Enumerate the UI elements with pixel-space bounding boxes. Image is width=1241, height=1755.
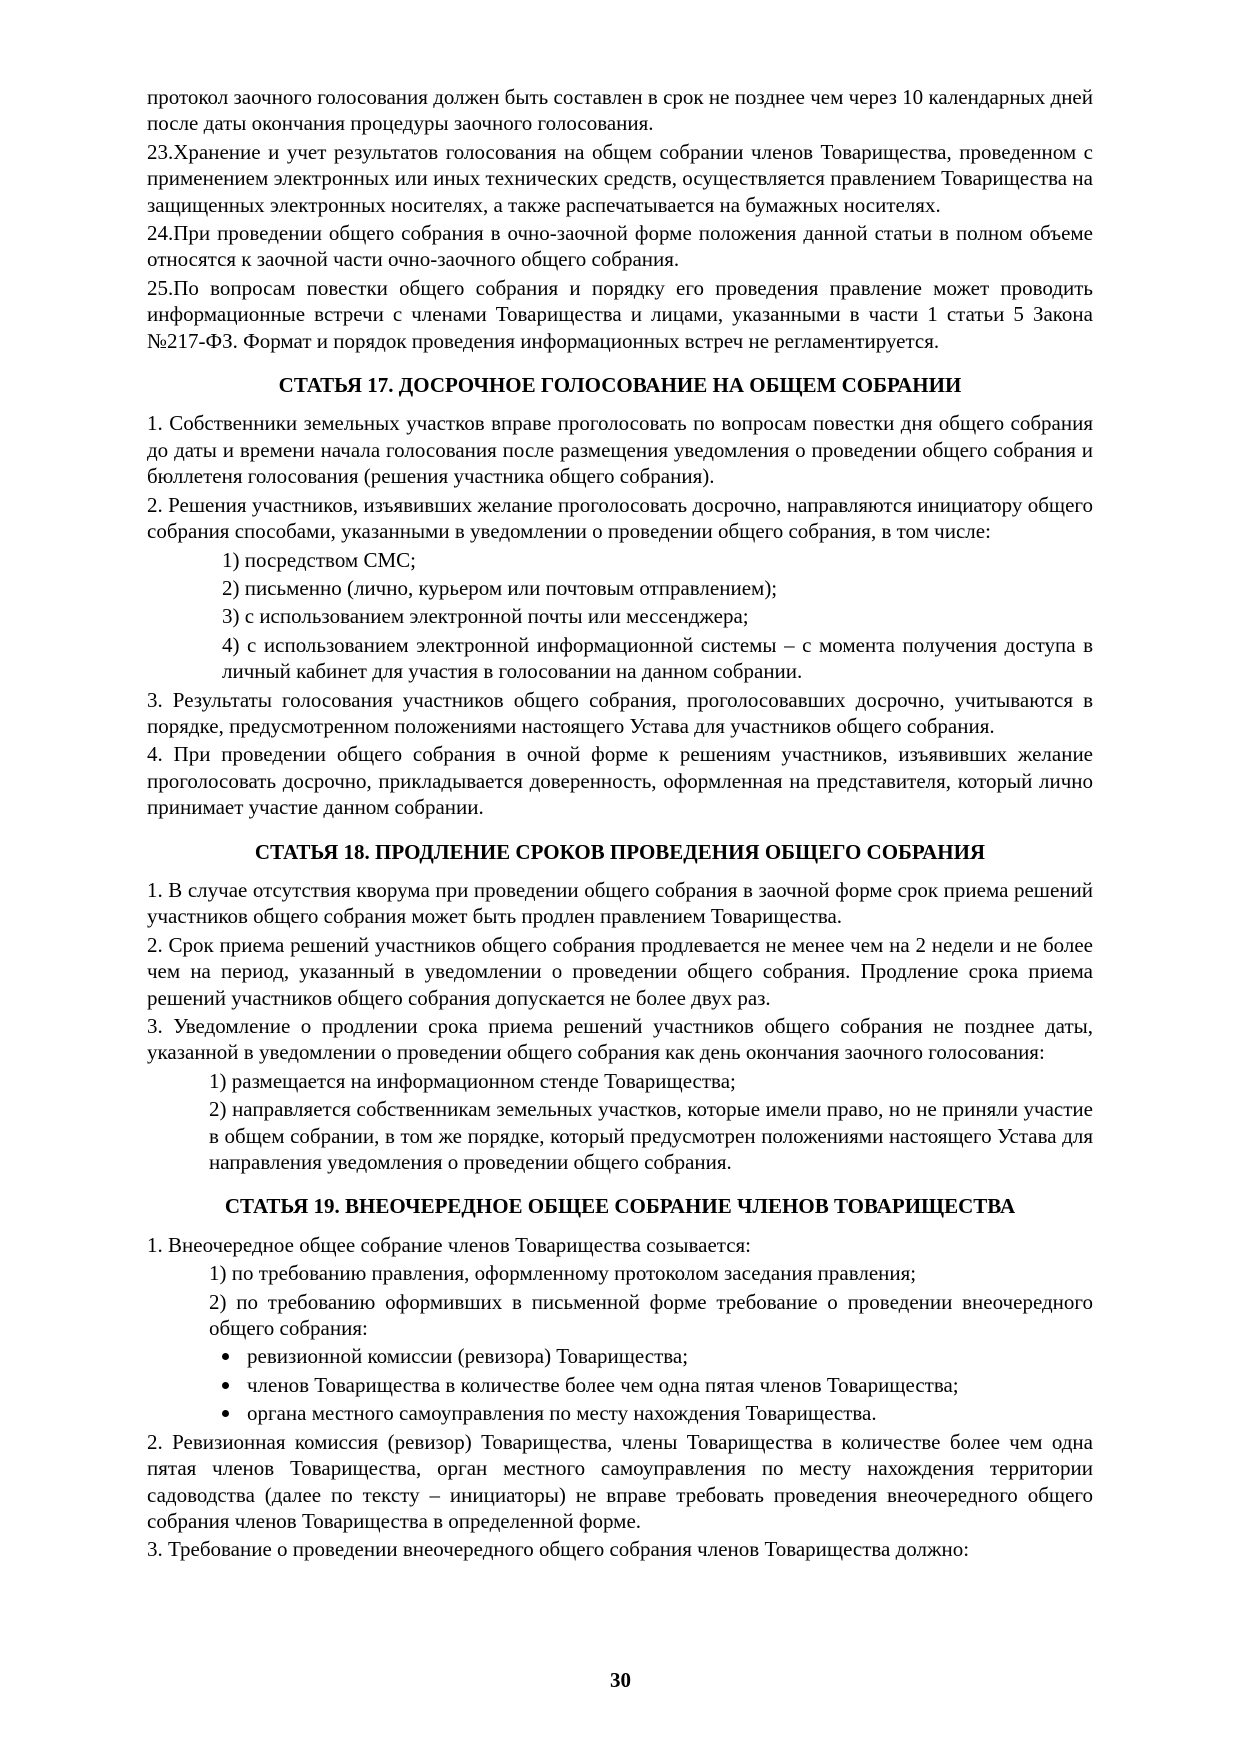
article-18-item-1: 1) размещается на информационном стенде Товарищества;: [209, 1068, 736, 1093]
article-17-method-2: 2) письменно (лично, курьером или почтовым отправлением);: [222, 575, 778, 600]
article-18-clause-3: 3. Уведомление о продлении срока приема решений участников общего собрания не позднее даты, указанной в уведомлении о проведении общего собрания как день окончания заочного голосования:: [147, 1014, 1093, 1065]
article-17-clause-3: 3. Результаты голосования участников общего собрания, проголосовавших досрочно, учитываются в порядке, предусмотренном положениями настоящего Устава для участников общего собрания.: [147, 687, 1093, 738]
page-number: 30: [610, 1668, 631, 1692]
article-19-item-1: 1) по требованию правления, оформленному протоколом заседания правления;: [209, 1261, 917, 1286]
article-17-clause-2: 2. Решения участников, изъявивших желание проголосовать досрочно, направляются инициатору общего собрания способами, указанными в уведомлении о проведении общего собрания, в том числе:: [147, 492, 1093, 544]
article-18-clause-1: 1. В случае отсутствия кворума при проведении общего собрания в заочной форме срок приема решений участников общего собрания может быть продлен правлением Товарищества.: [147, 877, 1093, 929]
article-19-heading: СТАТЬЯ 19. ВНЕОЧЕРЕДНОЕ ОБЩЕЕ СОБРАНИЕ ЧЛЕНОВ ТОВАРИЩЕСТВА: [224, 1194, 1016, 1219]
article-19-bullet-1: ревизионной комиссии (ревизора) Товарищества;: [219, 1343, 1093, 1369]
article-17-heading: СТАТЬЯ 17. ДОСРОЧНОЕ ГОЛОСОВАНИЕ НА ОБЩЕМ СОБРАНИИ: [278, 373, 962, 398]
article-17-clause-4: 4. При проведении общего собрания в очной форме к решениям участников, изъявивших желание проголосовать досрочно, прикладывается доверенность, оформленная на представителя, который лично принимает участие данном собрании.: [147, 742, 1093, 820]
article-18-clause-2: 2. Срок приема решений участников общего собрания продлевается не менее чем на 2 недели и не более чем на период, указанный в уведомлении о проведении общего собрания. Продление срока приема решений участников общего собрания допускается не более двух раз.: [147, 932, 1093, 1010]
article-19-bullet-3: органа местного самоуправления по месту нахождения Товарищества.: [219, 1400, 1093, 1426]
paragraph-23: 23.Хранение и учет результатов голосования на общем собрании членов Товарищества, проведенном с применением электронных или иных технических средств, осуществляется правлением Товарищества на защищенных электронных носителях, а также распечатывается на бумажных носителях.: [147, 139, 1093, 217]
paragraph-continuation: протокол заочного голосования должен быть составлен в срок не позднее чем через 10 календарных дней после даты окончания процедуры заочного голосования.: [147, 85, 1093, 136]
article-19-item-2: 2) по требованию оформивших в письменной форме требование о проведении внеочередного общего собрания:: [209, 1289, 1093, 1341]
article-17-method-1: 1) посредством СМС;: [222, 547, 416, 572]
article-19-clause-2: 2. Ревизионная комиссия (ревизор) Товарищества, члены Товарищества в количестве более чем одна пятая членов Товарищества, орган местного самоуправления по месту нахождения территории садоводства (далее по тексту – инициаторы) не вправе требовать проведения внеочередного общего собрания членов Товарищества в определенной форме.: [147, 1429, 1093, 1533]
article-19-clause-3: 3. Требование о проведении внеочередного общего собрания членов Товарищества должно:: [147, 1537, 970, 1562]
paragraph-24: 24.При проведении общего собрания в очно-заочной форме положения данной статьи в полном объеме относятся к заочной части очно-заочного общего собрания.: [147, 221, 1093, 272]
document-page: [147, 84, 1093, 1565]
article-19-clause-1: 1. Внеочередное общее собрание членов Товарищества созывается:: [147, 1232, 752, 1257]
article-19-bullet-2: членов Товарищества в количестве более чем одна пятая членов Товарищества;: [219, 1372, 1093, 1398]
article-17-clause-1: 1. Собственники земельных участков вправе проголосовать по вопросам повестки дня общего собрания до даты и времени начала голосования после размещения уведомления о проведении общего собрания и бюллетеня голосования (решения участника общего собрания).: [147, 411, 1093, 489]
article-18-item-2: 2) направляется собственникам земельных участков, которые имели право, но не приняли участие в общем собрании, в том же порядке, который предусмотрен положениями настоящего Устава для направления уведомления о проведении общего собрания.: [209, 1097, 1093, 1175]
article-17-method-3: 3) с использованием электронной почты или мессенджера;: [222, 604, 749, 629]
paragraph-25: 25.По вопросам повестки общего собрания и порядку его проведения правление может проводить информационные встречи с членами Товарищества и лицами, указанными в части 1 статьи 5 Закона №217-ФЗ. Формат и порядок проведения информационных встреч не регламентируется.: [147, 275, 1093, 353]
article-17-method-4: 4) с использованием электронной информационной системы – с момента получения доступа в личный кабинет для участия в голосовании на данном собрании.: [222, 632, 1093, 684]
article-18-heading: СТАТЬЯ 18. ПРОДЛЕНИЕ СРОКОВ ПРОВЕДЕНИЯ ОБЩЕГО СОБРАНИЯ: [254, 839, 986, 864]
